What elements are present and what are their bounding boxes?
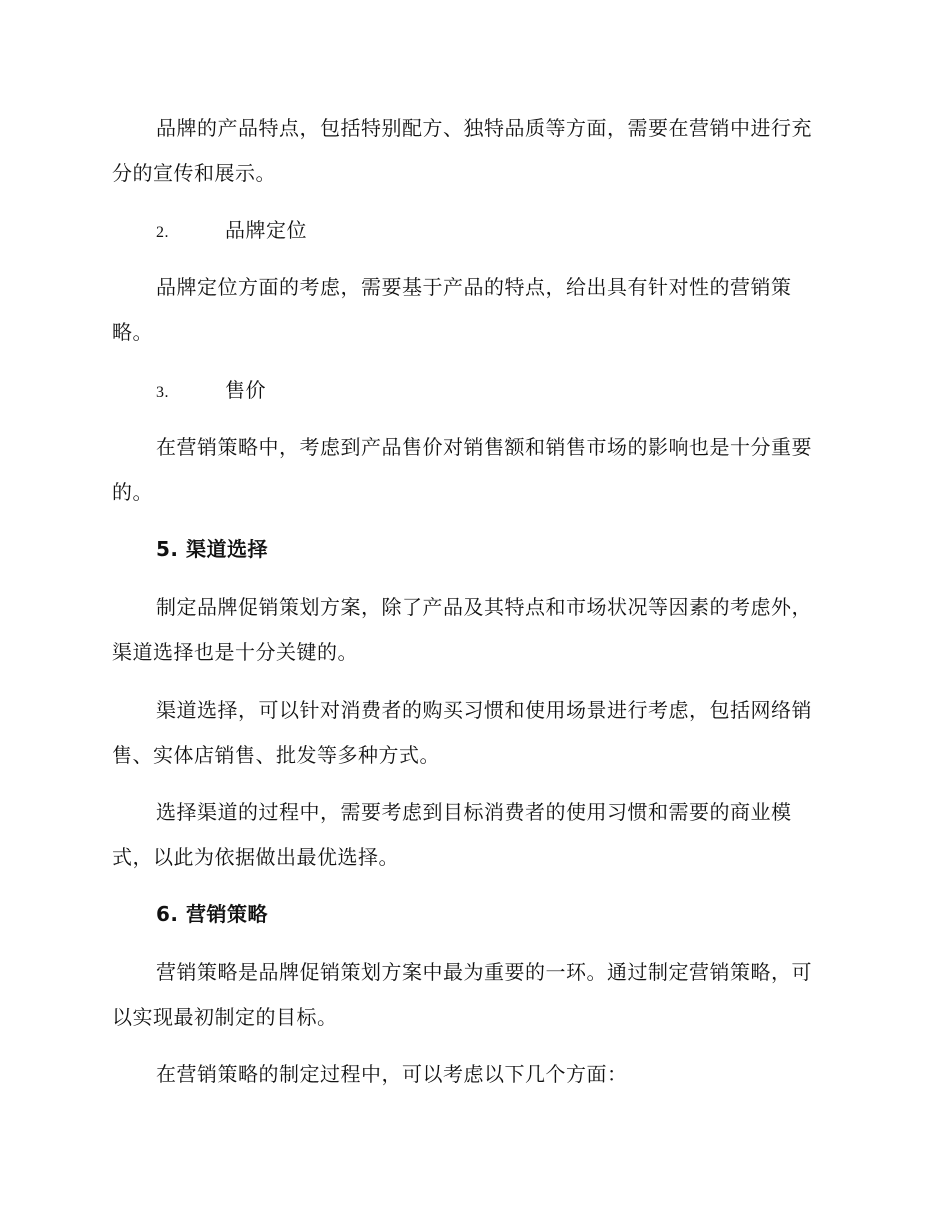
heading-text: 5. 渠道选择	[156, 537, 268, 561]
paragraph-text: 制定品牌促销策划方案，除了产品及其特点和市场状况等因素的考虑外，渠道选择也是十分关键的。	[112, 595, 812, 664]
paragraph-text: 选择渠道的过程中，需要考虑到目标消费者的使用习惯和需要的商业模式，以此为依据做出最优选择。	[112, 800, 792, 869]
list-number: 2.	[156, 224, 169, 241]
section-heading-channel	[112, 527, 832, 572]
paragraph-channel-selection	[112, 790, 832, 880]
paragraph-marketing-aspects	[112, 1052, 832, 1097]
paragraph-text: 在营销策略的制定过程中，可以考虑以下几个方面：	[156, 1062, 628, 1086]
list-number: 3.	[156, 384, 169, 401]
section-heading-marketing	[112, 892, 832, 937]
list-item-price	[112, 368, 832, 415]
paragraph-channel-intro	[112, 585, 832, 675]
paragraph-channel-options	[112, 688, 832, 778]
paragraph-brand-positioning	[112, 265, 832, 355]
heading-text: 6. 营销策略	[156, 902, 268, 926]
paragraph-text: 品牌的产品特点，包括特别配方、独特品质等方面，需要在营销中进行充分的宣传和展示。	[112, 116, 812, 185]
list-item-label: 品牌定位	[225, 218, 307, 242]
paragraph-price	[112, 425, 832, 515]
list-item-label: 售价	[225, 378, 266, 402]
paragraph-text: 品牌定位方面的考虑，需要基于产品的特点，给出具有针对性的营销策略。	[112, 275, 792, 344]
paragraph-product-features	[112, 106, 832, 196]
list-item-brand-positioning	[112, 208, 832, 255]
paragraph-text: 营销策略是品牌促销策划方案中最为重要的一环。通过制定营销策略，可以实现最初制定的目标。	[112, 960, 812, 1029]
paragraph-marketing-intro	[112, 950, 832, 1040]
paragraph-text: 渠道选择，可以针对消费者的购买习惯和使用场景进行考虑，包括网络销售、实体店销售、批发等多种方式。	[112, 698, 812, 767]
paragraph-text: 在营销策略中，考虑到产品售价对销售额和销售市场的影响也是十分重要的。	[112, 435, 812, 504]
